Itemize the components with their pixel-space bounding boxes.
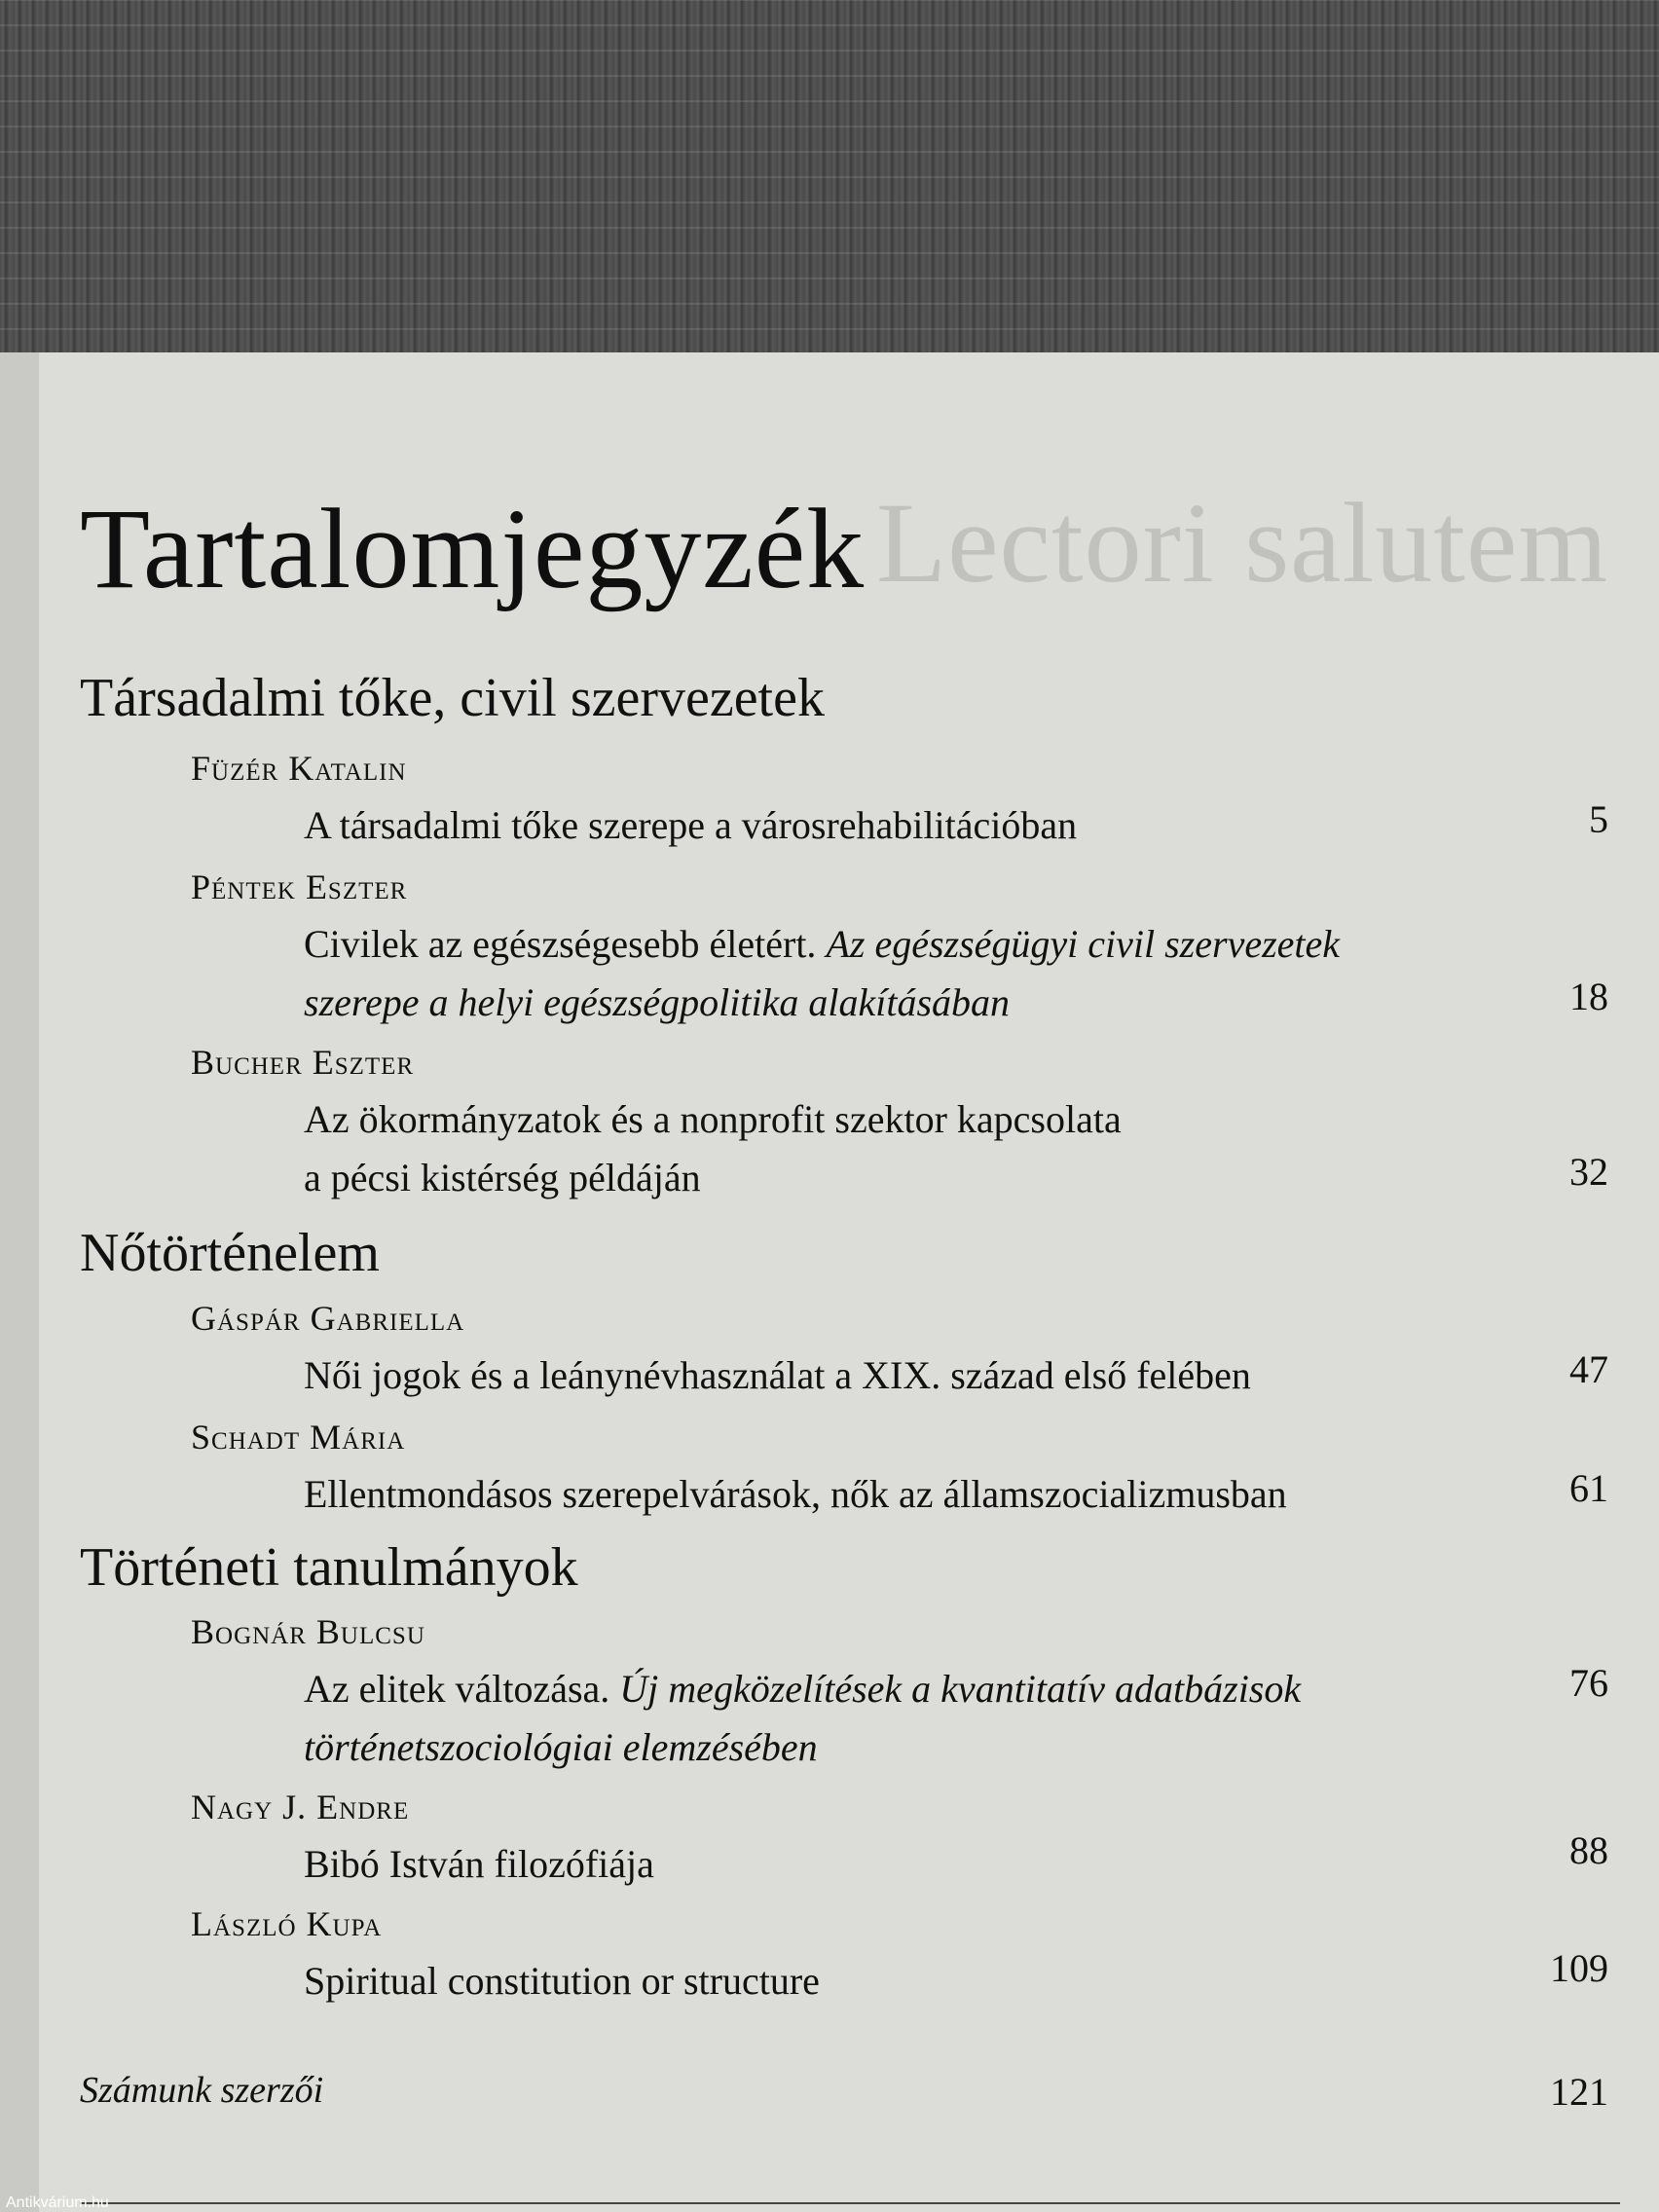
entry-title: Az ökormányzatok és a nonprofit szektor kapcsolata (304, 1097, 1122, 1141)
section-heading: Történeti tanulmányok (80, 1537, 578, 1598)
toc-entry[interactable] (304, 1090, 1443, 1207)
page-number: 76 (1569, 1661, 1608, 1705)
page-edge (0, 352, 39, 2212)
page-number: 121 (1550, 2070, 1608, 2114)
author-name: Bognár Bulcsu (191, 1612, 425, 1651)
entry-title: Az elitek változása. (304, 1667, 620, 1711)
entry-title: Civilek az egészségesebb életért. (304, 922, 827, 966)
author-name: Péntek Eszter (191, 867, 408, 906)
toc-entry[interactable] (304, 1660, 1443, 1777)
page-number: 88 (1569, 1828, 1608, 1872)
entry-title: Női jogok és a leánynévhasználat a XIX. század első felében (304, 1353, 1251, 1397)
author-name: Gáspár Gabriella (191, 1299, 465, 1338)
author-name: Füzér Katalin (191, 749, 407, 788)
page-number: 18 (1569, 975, 1608, 1018)
page-number: 61 (1569, 1466, 1608, 1510)
entry-subtitle: Az egészségügyi civil szervezetek (826, 922, 1341, 966)
author-name: László Kupa (191, 1904, 383, 1943)
bottom-rule (80, 2202, 1620, 2204)
entry-subtitle-cont: történetszociológiai elemzésében (304, 1725, 818, 1769)
toc-entry[interactable] (304, 1465, 1443, 1524)
page-number: 109 (1550, 1946, 1608, 1990)
section-heading: Társadalmi tőke, civil szervezetek (80, 668, 825, 728)
entry-title: Ellentmondásos szerepelvárások, nők az államszocializmusban (304, 1472, 1287, 1516)
watermark: Antikvárium.hu (6, 2194, 109, 2211)
toc-entry[interactable] (304, 915, 1443, 1032)
entry-title: A társadalmi tőke szerepe a városrehabilitációban (304, 803, 1078, 847)
page-number: 5 (1589, 797, 1608, 841)
page-number: 47 (1569, 1347, 1608, 1391)
toc-entry[interactable] (304, 1346, 1443, 1405)
author-name: Bucher Eszter (191, 1043, 415, 1082)
toc-entry[interactable] (304, 1952, 1443, 2010)
author-name: Nagy J. Endre (191, 1788, 410, 1826)
entry-title: Spiritual constitution or structure (304, 1959, 820, 2003)
section-heading: Nőtörténelem (80, 1223, 380, 1283)
entry-subtitle-cont: szerepe a helyi egészségpolitika alakításában (304, 980, 1011, 1024)
contributors-entry[interactable]: Számunk szerzői (80, 2070, 324, 2111)
page-title: Tartalomjegyzék (80, 485, 866, 612)
page-number: 32 (1569, 1150, 1608, 1194)
toc-entry[interactable] (304, 796, 1443, 855)
background-texture (0, 0, 1659, 355)
show-through-heading: Lectori salutem (876, 479, 1609, 607)
entry-subtitle: Új megközelítések a kvantitatív adatbázisok (619, 1667, 1302, 1711)
entry-title-cont: a pécsi kistérség példáján (304, 1156, 701, 1199)
entry-title: Bibó István filozófiája (304, 1842, 654, 1886)
author-name: Schadt Mária (191, 1418, 406, 1456)
toc-entry[interactable] (304, 1835, 1443, 1894)
